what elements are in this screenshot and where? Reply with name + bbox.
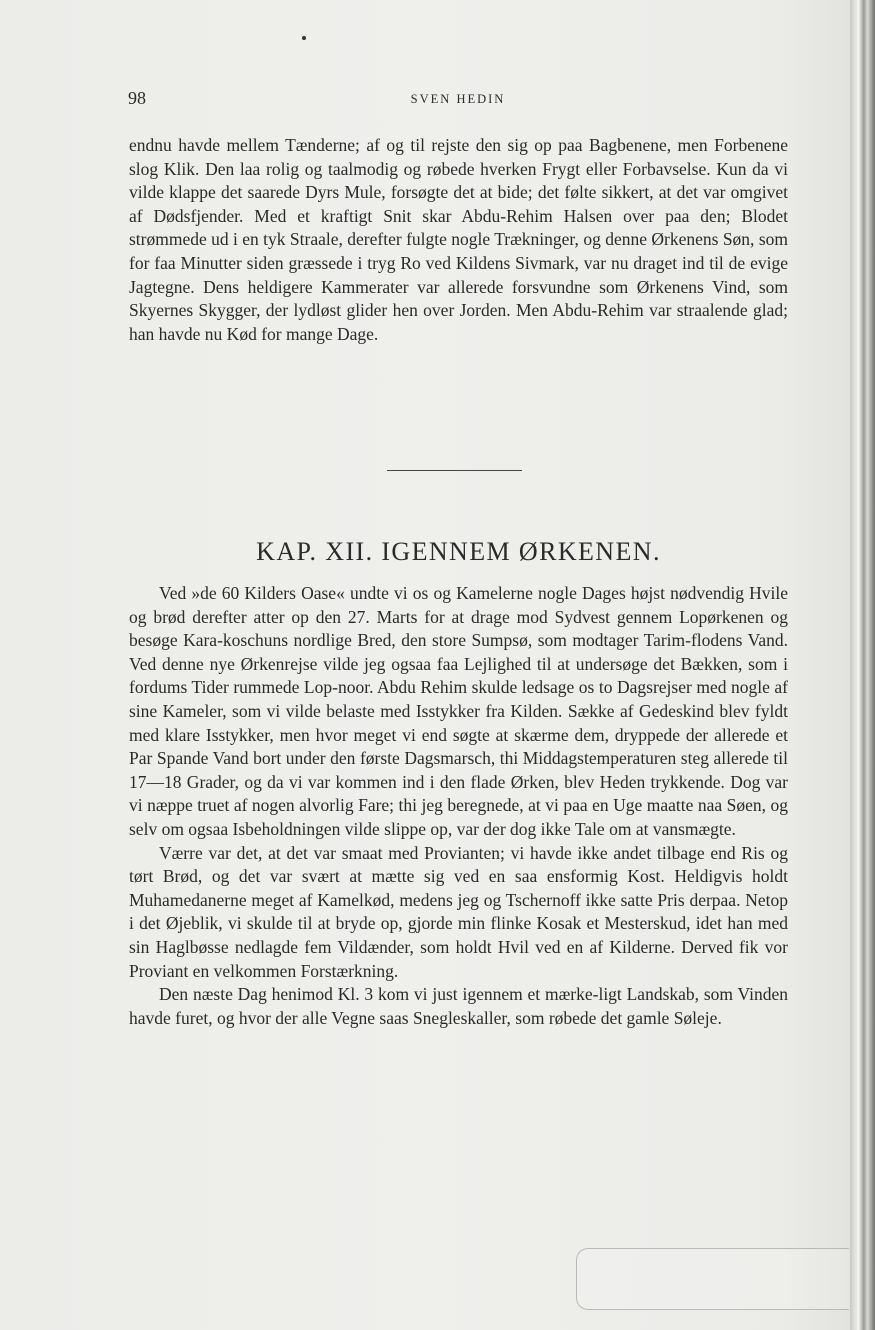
chapter-body: [129, 582, 788, 1030]
chapter-paragraph-1: Ved »de 60 Kilders Oase« undte vi os og Kamelerne nogle Dages højst nødvendig Hvile og brød derefter atter op den 27. Marts for at drage mod Sydvest gennem Lopørkenen og besøge Kara-koschuns nordlige Bred, den store Sumpsø, som modtager Tarim-flodens Vand. Ved denne nye Ørkenrejse vilde jeg ogsaa faa Lejlighed til at undersøge det Bækken, som i fordums Tider rummede Lop-noor. Abdu Rehim skulde ledsage os to Dagsrejser med nogle af sine Kameler, som vi vilde belaste med Isstykker fra Kilden. Sække af Gedeskind blev fyldt med klare Isstykker, men hvor meget vi end søgte at skærme dem, dryppede der allerede et Par Spande Vand bort under den første Dagsmarsch, thi Middagstemperaturen steg allerede til 17—18 Grader, og da vi var kommen ind i den flade Ørken, blev Heden trykkende. Dog var vi næppe truet af nogen alvorlig Fare; thi jeg beregnede, at vi paa en Uge maatte naa Søen, og selv om ogsaa Isbeholdningen vilde slippe op, var der dog ikke Tale om at vansmægte.: [129, 583, 788, 839]
page-header: [128, 88, 788, 112]
section-divider: [387, 470, 522, 471]
continuation-text: [129, 134, 788, 346]
page-number: 98: [128, 88, 146, 108]
chapter-paragraph-3: Den næste Dag henimod Kl. 3 kom vi just igennem et mærke-ligt Landskab, som Vinden havde furet, og hvor der alle Vegne saas Snegleskaller, som røbede det gamle Søleje.: [129, 984, 788, 1028]
chapter-paragraph-2: Værre var det, at det var smaat med Provianten; vi havde ikke andet tilbage end Ris og tørt Brød, og det var svært at mætte sig ved en saa ensformig Kost. Heldigvis holdt Muhamedanerne meget af Kamelkød, medens jeg og Tschernoff ikke satte Pris derpaa. Netop i det Øjeblik, vi skulde til at bryde op, gjorde min flinke Kosak et Mesterskud, idet han med sin Haglbøsse nedlagde fem Vildænder, som holdt Hvil ved en af Kilderne. Derved fik vor Proviant en velkommen Forstærkning.: [129, 842, 788, 981]
continuation-paragraph: endnu havde mellem Tænderne; af og til rejste den sig op paa Bagbenene, men Forbenene slog Klik. Den laa rolig og taalmodig og røbede hverken Frygt eller Forbavselse. Kun da vi vilde klappe det saarede Dyrs Mule, forsøgte det at bide; det følte sikkert, at det var omgivet af Dødsfjender. Med et kraftigt Snit skar Abdu-Rehim Halsen over paa den; Blodet strømmede ud i en tyk Straale, derefter fulgte nogle Trækninger, og denne Ørkenens Søn, som for faa Minutter siden græssede i tryg Ro ved Kildens Sivmark, var nu draget ind til de evige Jagtegne. Dens heldigere Kammerater var allerede forsvundne som Ørkenens Vind, som Skyernes Skygger, der lydløst glider hen over Jorden. Men Abdu-Rehim var straalende glad; han havde nu Kød for mange Dage.: [129, 135, 788, 344]
library-stamp-outline: [576, 1248, 849, 1310]
running-head: SVEN HEDIN: [410, 92, 506, 106]
page-edge-shadow: [850, 0, 875, 1330]
ink-speck: [302, 36, 306, 40]
chapter-title: KAP. XII. IGENNEM ØRKENEN.: [256, 537, 661, 566]
